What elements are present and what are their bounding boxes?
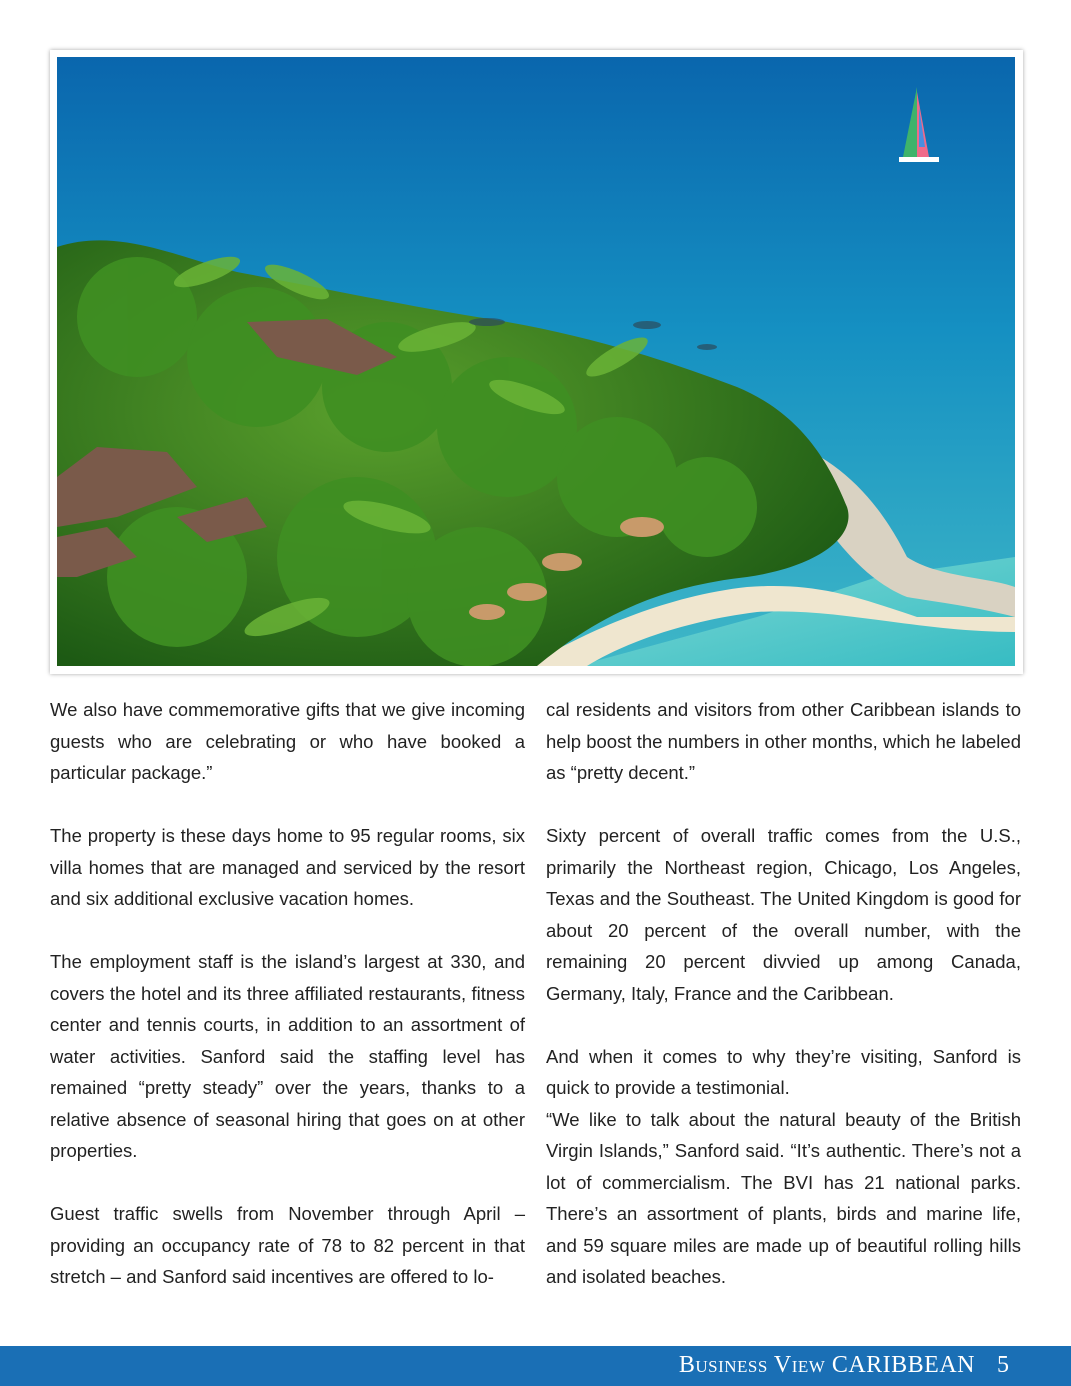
- paragraph: cal residents and visitors from other Caribbean islands to help boost the numbers in other months, which he labeled as “pretty decent.”: [546, 699, 1021, 783]
- resort-coastline-photo: [57, 57, 1015, 666]
- paragraph: Sixty percent of overall traffic comes from the U.S., primarily the Northeast region, Chicago, Los Angeles, Texas and the Southeast. The United Kingdom is good for about 20 percent of the overall number, with the remaining 20 percent divvied up among Canada, Germany, Italy, France and the Caribbean.: [546, 825, 1021, 1004]
- footer-bar: [0, 1346, 1071, 1386]
- paragraph: “We like to talk about the natural beauty of the British Virgin Islands,” Sanford said. “It’s authentic. There’s not a lot of commercialism. The BVI has 21 national parks. There’s an assortment of plants, birds and marine life, and 59 square miles are made up of beautiful rolling hills and isolated beaches.: [546, 1108, 1021, 1287]
- page-number: 5: [997, 1352, 1009, 1378]
- photo-frame: [50, 50, 1023, 674]
- left-column: [50, 694, 525, 1293]
- publication-name: Business View CARIBBEAN: [678, 1352, 975, 1378]
- paragraph: The employment staff is the island’s largest at 330, and covers the hotel and its three affiliated restaurants, fitness center and tennis courts, in addition to an assortment of water activities. Sanford said the staffing level has remained “pretty steady” over the years, thanks to a relative absence of seasonal hiring that goes on at other properties.: [50, 951, 525, 1161]
- paragraph: And when it comes to why they’re visiting, Sanford is quick to provide a testimonial.: [546, 1045, 1021, 1098]
- paragraph: Guest traffic swells from November through April – providing an occupancy rate of 78 to 82 percent in that stretch – and Sanford said incentives are offered to lo-: [50, 1203, 525, 1287]
- paragraph: We also have commemorative gifts that we give incoming guests who are celebrating or who have booked a particular package.”: [50, 699, 525, 783]
- right-column: [546, 694, 1021, 1293]
- paragraph: The property is these days home to 95 regular rooms, six villa homes that are managed and serviced by the resort and six additional exclusive vacation homes.: [50, 825, 525, 909]
